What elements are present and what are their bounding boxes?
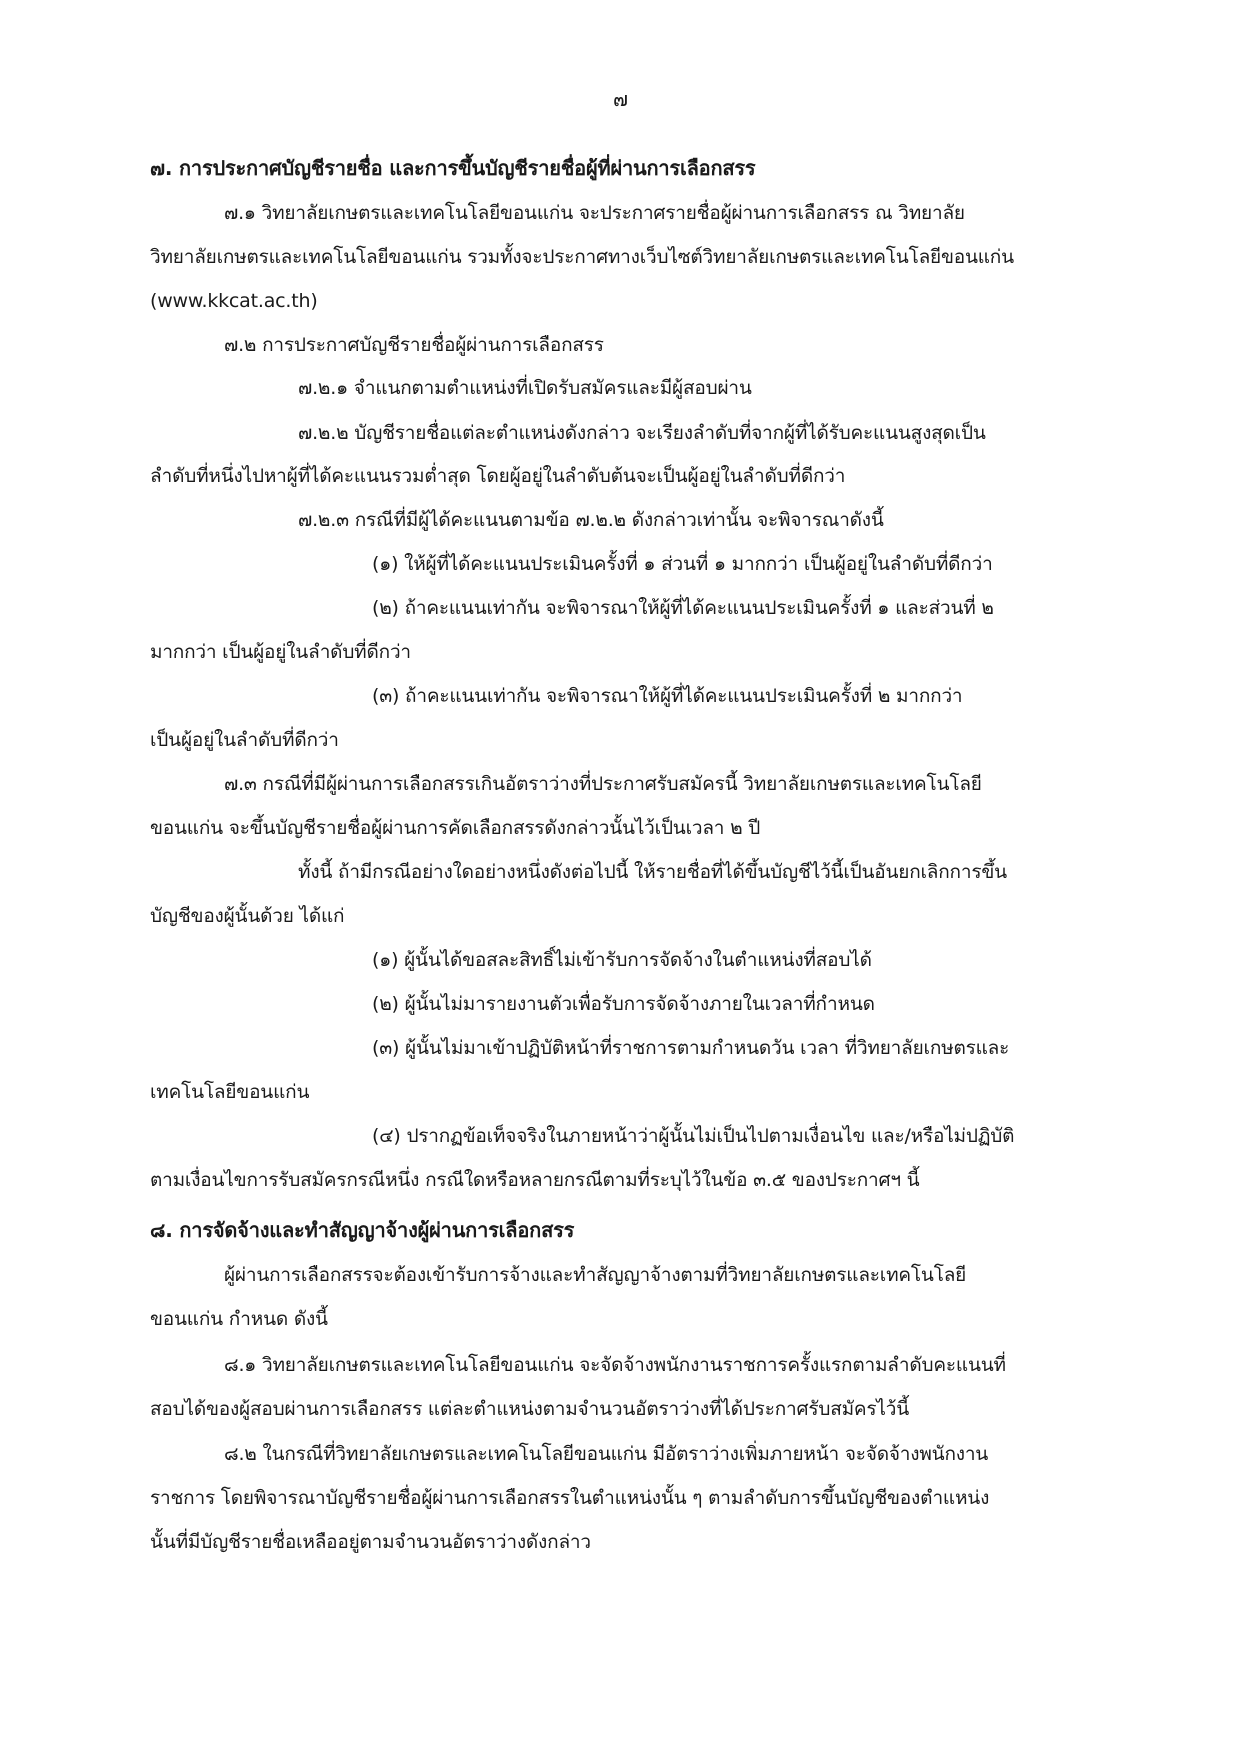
paragraph-8-1-line-2: สอบได้ของผู้สอบผ่านการเลือกสรร แต่ละตำแหน่งตามจำนวนอัตราว่างที่ได้ประกาศรับสมัครไว้นี้ bbox=[150, 1398, 910, 1420]
paragraph-7-2-2-line-2: ลำดับที่หนึ่งไปหาผู้ที่ได้คะแนนรวมต่ำสุด โดยผู้อยู่ในลำดับต้นจะเป็นผู้อยู่ในลำดับที่ดีกว่า bbox=[150, 465, 846, 487]
paragraph-7-3-line-2: ขอนแก่น จะขึ้นบัญชีรายชื่อผู้ผ่านการคัดเลือกสรรดังกล่าวนั้นไว้เป็นเวลา ๒ ปี bbox=[150, 817, 761, 839]
paragraph-8-2-line-1: ๘.๒ ในกรณีที่วิทยาลัยเกษตรและเทคโนโลยีขอนแก่น มีอัตราว่างเพิ่มภายหน้า จะจัดจ้างพนักงาน bbox=[224, 1443, 989, 1465]
paragraph-7-3-conditions-line-2: บัญชีของผู้นั้นด้วย ได้แก่ bbox=[150, 905, 345, 927]
condition-item-1: (๑) ผู้นั้นได้ขอสละสิทธิ์ไม่เข้ารับการจัดจ้างในตำแหน่งที่สอบได้ bbox=[372, 949, 872, 971]
item-7-2-3-3-line-1: (๓) ถ้าคะแนนเท่ากัน จะพิจารณาให้ผู้ที่ได้คะแนนประเมินครั้งที่ ๒ มากกว่า bbox=[372, 685, 963, 707]
paragraph-7-1-line-2: วิทยาลัยเกษตรและเทคโนโลยีขอนแก่น รวมทั้งจะประกาศทางเว็บไซต์วิทยาลัยเกษตรและเทคโนโลยีขอนแก่น bbox=[150, 246, 1014, 268]
condition-item-3-line-2: เทคโนโลยีขอนแก่น bbox=[150, 1081, 310, 1103]
paragraph-8-intro-line-2: ขอนแก่น กำหนด ดังนี้ bbox=[150, 1308, 328, 1330]
paragraph-8-2-line-2: ราชการ โดยพิจารณาบัญชีรายชื่อผู้ผ่านการเลือกสรรในตำแหน่งนั้น ๆ ตามลำดับการขึ้นบัญชีของตำแหน่ง bbox=[150, 1487, 990, 1509]
condition-item-4-line-2: ตามเงื่อนไขการรับสมัครกรณีหนึ่ง กรณีใดหรือหลายกรณีตามที่ระบุไว้ในข้อ ๓.๕ ของประกาศฯ นี้ bbox=[150, 1169, 920, 1191]
paragraph-7-2: ๗.๒ การประกาศบัญชีรายชื่อผู้ผ่านการเลือกสรร bbox=[224, 334, 604, 356]
paragraph-8-intro-line-1: ผู้ผ่านการเลือกสรรจะต้องเข้ารับการจ้างและทำสัญญาจ้างตามที่วิทยาลัยเกษตรและเทคโนโลยี bbox=[224, 1264, 967, 1286]
section-7-heading: ๗. การประกาศบัญชีรายชื่อ และการขึ้นบัญชีรายชื่อผู้ที่ผ่านการเลือกสรร bbox=[150, 156, 756, 180]
section-8-heading: ๘. การจัดจ้างและทำสัญญาจ้างผู้ผ่านการเลือกสรร bbox=[150, 1218, 575, 1242]
paragraph-7-3-conditions-line-1: ทั้งนี้ ถ้ามีกรณีอย่างใดอย่างหนึ่งดังต่อไปนี้ ให้รายชื่อที่ได้ขึ้นบัญชีไว้นี้เป็นอันยกเลิกการขึ้น bbox=[298, 861, 1007, 883]
website-link-text: (www.kkcat.ac.th) bbox=[150, 290, 318, 312]
item-7-2-3-2-line-2: มากกว่า เป็นผู้อยู่ในลำดับที่ดีกว่า bbox=[150, 641, 411, 663]
paragraph-7-2-1: ๗.๒.๑ จำแนกตามตำแหน่งที่เปิดรับสมัครและมีผู้สอบผ่าน bbox=[298, 377, 752, 399]
paragraph-7-3-line-1: ๗.๓ กรณีที่มีผู้ผ่านการเลือกสรรเกินอัตราว่างที่ประกาศรับสมัครนี้ วิทยาลัยเกษตรและเทคโนโลยี bbox=[224, 773, 982, 795]
page-number: ๗ bbox=[612, 87, 629, 111]
condition-item-3-line-1: (๓) ผู้นั้นไม่มาเข้าปฏิบัติหน้าที่ราชการตามกำหนดวัน เวลา ที่วิทยาลัยเกษตรและ bbox=[372, 1037, 1010, 1059]
item-7-2-3-1: (๑) ให้ผู้ที่ได้คะแนนประเมินครั้งที่ ๑ ส่วนที่ ๑ มากกว่า เป็นผู้อยู่ในลำดับที่ดีกว่า bbox=[372, 553, 993, 575]
paragraph-7-1-line-1: ๗.๑ วิทยาลัยเกษตรและเทคโนโลยีขอนแก่น จะประกาศรายชื่อผู้ผ่านการเลือกสรร ณ วิทยาลัย bbox=[224, 202, 965, 224]
condition-item-2: (๒) ผู้นั้นไม่มารายงานตัวเพื่อรับการจัดจ้างภายในเวลาที่กำหนด bbox=[372, 993, 875, 1015]
paragraph-7-2-2-line-1: ๗.๒.๒ บัญชีรายชื่อแต่ละตำแหน่งดังกล่าว จะเรียงลำดับที่จากผู้ที่ได้รับคะแนนสูงสุดเป็น bbox=[298, 422, 986, 444]
paragraph-7-2-3: ๗.๒.๓ กรณีที่มีผู้ได้คะแนนตามข้อ ๗.๒.๒ ดังกล่าวเท่านั้น จะพิจารณาดังนี้ bbox=[298, 509, 884, 531]
paragraph-8-1-line-1: ๘.๑ วิทยาลัยเกษตรและเทคโนโลยีขอนแก่น จะจัดจ้างพนักงานราชการครั้งแรกตามลำดับคะแนนที่ bbox=[224, 1354, 1006, 1376]
paragraph-8-2-line-3: นั้นที่มีบัญชีรายชื่อเหลืออยู่ตามจำนวนอัตราว่างดังกล่าว bbox=[150, 1531, 591, 1553]
condition-item-4-line-1: (๔) ปรากฏข้อเท็จจริงในภายหน้าว่าผู้นั้นไม่เป็นไปตามเงื่อนไข และ/หรือไม่ปฏิบัติ bbox=[372, 1125, 1015, 1147]
item-7-2-3-3-line-2: เป็นผู้อยู่ในลำดับที่ดีกว่า bbox=[150, 729, 339, 751]
item-7-2-3-2-line-1: (๒) ถ้าคะแนนเท่ากัน จะพิจารณาให้ผู้ที่ได้คะแนนประเมินครั้งที่ ๑ และส่วนที่ ๒ bbox=[372, 597, 994, 619]
